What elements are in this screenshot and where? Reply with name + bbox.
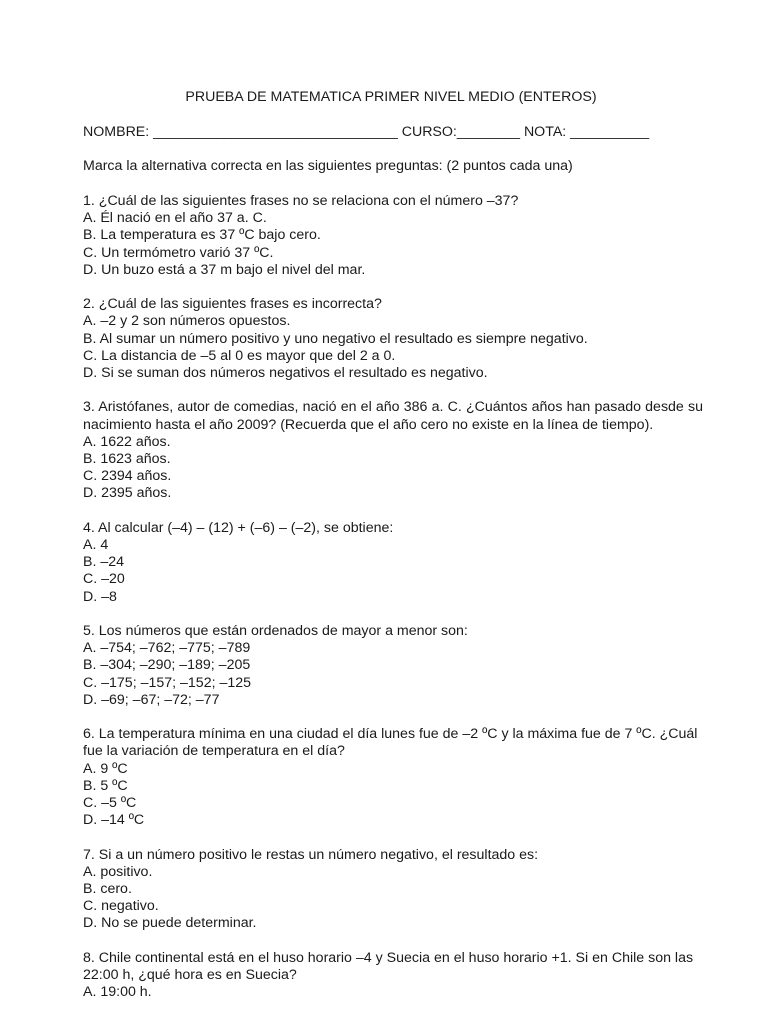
option-b: B. 1623 años. bbox=[83, 451, 171, 468]
question-stem: 2. ¿Cuál de las siguientes frases es incorrecta? bbox=[83, 296, 382, 313]
question-stem: 5. Los números que están ordenados de mayor a menor son: bbox=[83, 623, 468, 640]
option-b: B. 5 ºC bbox=[83, 777, 128, 794]
option-c: C. negativo. bbox=[83, 898, 159, 915]
option-b: B. cero. bbox=[83, 881, 132, 898]
question-3 bbox=[83, 399, 703, 502]
question-stem: 4. Al calcular (–4) – (12) + (–6) – (–2), se obtiene: bbox=[83, 519, 394, 536]
option-b: B. Al sumar un número positivo y uno negativo el resultado es siempre negativo. bbox=[83, 330, 588, 347]
question-6 bbox=[83, 726, 703, 829]
option-d: D. –8 bbox=[83, 588, 117, 605]
option-d: D. –14 ºC bbox=[83, 812, 145, 829]
option-c: C. –175; –157; –152; –125 bbox=[83, 674, 252, 691]
question-stem: 1. ¿Cuál de las siguientes frases no se relaciona con el número –37? bbox=[83, 193, 519, 209]
question-stem: 7. Si a un número positivo le restas un número negativo, el resultado es: bbox=[83, 846, 539, 863]
option-c: C. –5 ºC bbox=[83, 795, 137, 812]
question-stem: 8. Chile continental está en el huso horario –4 y Suecia en el huso horario +1. Si en Chile son las 22:00 h, ¿qué hora es en Suecia? bbox=[83, 949, 694, 984]
question-stem: 6. La temperatura mínima en una ciudad el día lunes fue de –2 ºC y la máxima fue de 7 ºC. ¿Cuál fue la variación de temperatura en el día? bbox=[83, 726, 698, 760]
option-a: A. 4 bbox=[83, 537, 109, 554]
question-stem: 3. Aristófanes, autor de comedias, nació en el año 386 a. C. ¿Cuántos años han pasado desde su nacimiento hasta el año 2009? (Recuerda que el año cero no existe en la línea de tiempo). bbox=[83, 399, 703, 433]
question-8 bbox=[83, 950, 703, 1002]
option-a: A. 9 ºC bbox=[83, 760, 128, 777]
option-c: C. La distancia de –5 al 0 es mayor que del 2 a 0. bbox=[83, 347, 396, 364]
question-list bbox=[83, 193, 703, 1019]
option-a: A. –754; –762; –775; –789 bbox=[83, 640, 251, 657]
instructions: Marca la alternativa correcta en las siguientes preguntas: (2 puntos cada una) bbox=[83, 158, 573, 174]
question-5 bbox=[83, 623, 703, 709]
option-a: A. Él nació en el año 37 a. C. bbox=[83, 210, 267, 227]
option-d: D. Un buzo está a 37 m bajo el nivel del mar. bbox=[83, 261, 366, 278]
option-a: A. –2 y 2 son números opuestos. bbox=[83, 313, 291, 330]
option-c: C. –20 bbox=[83, 571, 125, 588]
option-b: B. La temperatura es 37 ºC bajo cero. bbox=[83, 227, 321, 244]
question-7 bbox=[83, 847, 703, 933]
option-d: D. –69; –67; –72; –77 bbox=[83, 691, 220, 708]
question-4 bbox=[83, 520, 703, 606]
option-c: C. 2394 años. bbox=[83, 468, 172, 485]
option-d: D. No se puede determinar. bbox=[83, 915, 257, 932]
option-a: A. positivo. bbox=[83, 863, 153, 880]
document-title: PRUEBA DE MATEMATICA PRIMER NIVEL MEDIO (ENTEROS) bbox=[185, 89, 597, 105]
question-2 bbox=[83, 296, 703, 382]
option-d: D. Si se suman dos números negativos el resultado es negativo. bbox=[83, 365, 488, 382]
option-b: B. –24 bbox=[83, 554, 125, 571]
student-info-line: NOMBRE: _______________________________ CURSO:________ NOTA: __________ bbox=[83, 124, 650, 140]
option-c: C. Un termómetro varió 37 ºC. bbox=[83, 244, 274, 261]
question-1 bbox=[83, 193, 703, 279]
option-d: D. 2395 años. bbox=[83, 485, 172, 502]
option-b: B. –304; –290; –189; –205 bbox=[83, 657, 251, 674]
option-a: A. 1622 años. bbox=[83, 433, 171, 450]
option-a: A. 19:00 h. bbox=[83, 984, 152, 1001]
